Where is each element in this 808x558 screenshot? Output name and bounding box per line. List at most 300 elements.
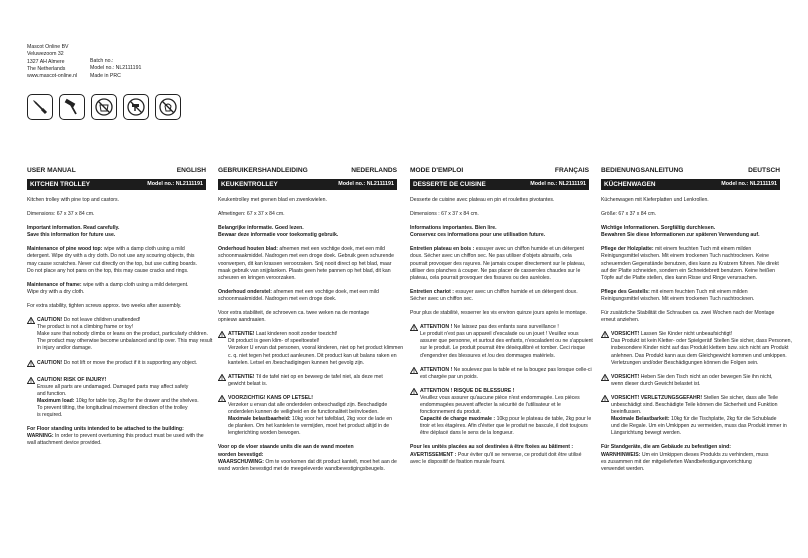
line-text: Für zusätzliche Stabilität die Schrauben ca. zwei Wochen nach der Montage xyxy=(601,310,775,317)
line-text: endommagées peuvent affecter la sécurité de l'utilisateur et le xyxy=(420,401,561,408)
paragraph-lines xyxy=(420,324,593,359)
line-text: in injury and/or damage. xyxy=(37,345,93,352)
paragraph xyxy=(218,211,397,218)
paragraph-lines xyxy=(601,444,780,472)
text-line xyxy=(601,452,780,459)
paragraph xyxy=(410,444,589,465)
line-text: beeinflussen. xyxy=(611,409,642,416)
line-text: c. q. niet tegen het product aanleunen. Dit product kan uit balans raken en xyxy=(228,352,397,359)
text-line xyxy=(218,310,397,317)
manual-body xyxy=(410,197,593,466)
warning-block xyxy=(410,324,593,359)
text-line xyxy=(420,324,593,331)
bold-text: Belangrijke informatie. Goed lezen. xyxy=(218,225,304,232)
text-line xyxy=(228,381,383,388)
paragraph-lines xyxy=(420,367,592,381)
text-line xyxy=(611,416,787,423)
paragraph-lines xyxy=(218,444,397,472)
line-text: 10kg voor het tafelblad, 2kg voor de lade en xyxy=(290,416,393,423)
line-text: sur le produit. Le produit pourrait être déséquilibré et tomber. Ceci risque xyxy=(420,345,586,352)
line-text: For extra stability, tighten screws approx. two weeks after assembly. xyxy=(27,302,182,309)
line-text: utiliser des planches à couper. Ne pas placer de casseroles chaudes sur le xyxy=(410,267,581,274)
line-text: To prevent tilting, the longitudinal movement direction of the trolley xyxy=(37,404,188,411)
text-line xyxy=(228,374,383,381)
warning-icon xyxy=(601,395,609,405)
bold-text: Entretien chariot : xyxy=(410,288,454,295)
text-line xyxy=(37,317,212,324)
text-line xyxy=(228,360,403,367)
warning-block xyxy=(601,374,780,388)
text-line xyxy=(37,324,212,331)
line-text: Om te voorkomen dat dit product kantelt, moet het aan de xyxy=(263,458,397,465)
line-text: essuyer avec un chiffon humide et un détergent doux. xyxy=(454,288,578,295)
bold-text: Bewaar deze informatie voor toekomstig gebruik. xyxy=(218,232,339,239)
text-line xyxy=(601,246,780,253)
line-text: Dit product is geen klim- of speeltoestel! xyxy=(228,338,320,345)
text-line xyxy=(228,395,392,402)
language-label: ENGLISH xyxy=(176,167,206,174)
text-line xyxy=(218,261,397,268)
model-number: Model no.: NL2111191 xyxy=(721,180,777,187)
text-line xyxy=(410,268,589,275)
text-line xyxy=(37,398,199,405)
text-line xyxy=(27,197,206,204)
text-line xyxy=(37,338,212,345)
line-text: Verzeker U ervan dat personen, vooral kinderen, niet op het product klimmen xyxy=(228,345,404,352)
batch-info xyxy=(90,58,141,80)
text-line xyxy=(611,423,787,430)
text-line xyxy=(37,377,199,384)
line-text: The product may otherwise become unbalanced and tip over. This may result xyxy=(37,338,213,345)
line-text: wand worden bevestigd met de meegeleverde wandbevestigingsbeugels. xyxy=(218,465,385,472)
text-line xyxy=(611,353,792,360)
line-text: Afmetingen: 67 x 37 x 84 cm. xyxy=(218,211,285,218)
product-bar xyxy=(601,179,780,190)
bold-text: ATTENTION ! xyxy=(420,366,453,373)
bold-text: ATTENTION ! RISQUE DE BLESSURE ! xyxy=(420,387,515,394)
paragraph xyxy=(601,197,780,204)
line-text: wall attachment device provided. xyxy=(27,440,102,447)
line-text: scheuren en kringen veroorzaken. xyxy=(218,274,296,281)
paragraph-lines xyxy=(27,303,206,310)
hammer-icon xyxy=(59,94,85,120)
warning-block xyxy=(218,395,397,438)
address-line: The Netherlands xyxy=(27,65,66,72)
text-line xyxy=(218,296,397,303)
line-text: Desserte de cuisine avec plateau en pin et roulettes pivotantes. xyxy=(410,197,555,203)
bold-text: CAUTION! RISK OF INJURY! xyxy=(37,376,107,383)
paragraph-lines xyxy=(410,444,589,465)
paragraph-lines xyxy=(27,197,206,204)
column-dutch xyxy=(218,167,404,480)
paragraph-lines xyxy=(410,246,589,281)
paragraph xyxy=(601,246,780,281)
line-text: Voor extra stabiliteit, de schroeven ca. twee weken na de montage xyxy=(218,310,370,317)
text-line xyxy=(611,430,787,437)
assembly-icons xyxy=(27,94,181,120)
text-line xyxy=(420,430,591,437)
paragraph-lines xyxy=(218,225,397,239)
bold-text: WARNING: xyxy=(27,433,54,440)
text-line xyxy=(27,440,206,447)
paragraph-lines xyxy=(218,310,397,324)
bold-text: worden bevestigd: xyxy=(218,451,264,458)
bold-text: Onderhoud houten blad: xyxy=(218,246,278,253)
batch-line: Model no.: NL2111191 xyxy=(90,65,142,72)
manual-body xyxy=(601,197,792,473)
text-line xyxy=(218,232,397,239)
warning-icon xyxy=(601,374,609,384)
line-text: Verletzungen und/oder Beschädigungen können die Folgen sein. xyxy=(611,359,759,366)
text-line xyxy=(611,402,787,409)
bold-text: Conservez ces informations pour une utilisation future. xyxy=(410,232,546,239)
text-line xyxy=(601,296,780,303)
warning-block xyxy=(27,360,206,370)
product-name: KEUKENTROLLEY xyxy=(221,180,278,188)
bold-text: VOORZICHTIG! KANS OP LETSEL! xyxy=(228,394,314,401)
line-text: avec le dispositif de fixation murale fourni. xyxy=(410,458,506,465)
paragraph xyxy=(27,197,206,204)
bold-text: Save this information for future use. xyxy=(27,232,116,239)
line-text: opnieuw aandraaien. xyxy=(218,317,266,324)
paragraph xyxy=(410,225,589,239)
text-line xyxy=(611,395,787,402)
line-text: Stellen Sie sicher, dass alle Teile xyxy=(702,394,779,401)
line-text: Ne laissez pas des enfants sans surveillance ! xyxy=(452,324,559,331)
text-line xyxy=(601,444,780,451)
text-line xyxy=(228,345,403,352)
warning-icon xyxy=(218,395,226,405)
text-line xyxy=(37,405,199,412)
line-text: est chargée par un poids. xyxy=(420,373,479,380)
model-number: Model no.: NL2111191 xyxy=(530,180,586,187)
paragraph-lines xyxy=(37,360,197,367)
text-line xyxy=(410,275,589,282)
line-text: onderdelen kunnen de veiligheid en de functionaliteit beïnvloeden. xyxy=(228,409,379,416)
line-text: Küchenwagen mit Kieferplatten und Lenkrollen. xyxy=(601,197,709,203)
paragraph-lines xyxy=(228,331,403,366)
text-line xyxy=(37,412,199,419)
product-name: KITCHEN TROLLEY xyxy=(30,180,90,188)
text-line xyxy=(601,261,780,268)
line-text: and function. xyxy=(37,390,67,397)
line-text: Das Produkt ist kein Kletter- oder Spielgerät! Stellen Sie sicher, dass Personen, xyxy=(611,338,792,345)
paragraph xyxy=(218,289,397,303)
paragraph-lines xyxy=(218,246,397,281)
column-english xyxy=(27,167,213,454)
warning-icon xyxy=(410,388,418,398)
text-line xyxy=(420,423,591,430)
bold-text: Entretien plateau en bois : xyxy=(410,246,475,253)
text-line xyxy=(420,345,593,352)
line-text: Dimensions : 67 x 37 x 84 cm. xyxy=(410,211,479,218)
warning-block xyxy=(410,366,592,381)
text-line xyxy=(410,197,589,204)
text-line xyxy=(228,331,403,338)
manual-title: GEBRUIKERSHANDLEIDING xyxy=(218,167,308,174)
text-line xyxy=(37,384,199,391)
line-text: wenn dieser durch Gewicht belastet ist. xyxy=(611,380,701,387)
bold-text: CAUTION! xyxy=(37,317,63,324)
line-text: Veuillez vous assurer qu'aucune pièce n'est endommagée. Les pièces xyxy=(420,394,580,401)
address-line: Mascot Online BV xyxy=(27,44,69,50)
column-french xyxy=(410,167,593,473)
warning-icon xyxy=(218,374,226,384)
text-line xyxy=(218,317,397,324)
bold-text: ATTENTIE! xyxy=(228,331,255,338)
line-text: 10kg pour le plateau de table, 2kg pour le xyxy=(495,416,592,423)
line-text: essuyer avec un chiffon humide et un détergent xyxy=(474,246,584,253)
language-label: NEDERLANDS xyxy=(351,167,397,174)
line-text: Töpfe auf die Platte stellen, dies kann Risse und Ringe verursachen. xyxy=(601,274,758,281)
address-line: 1327 AH Almere xyxy=(27,58,65,65)
line-text: Keukentrolley met grenen blad en zwenkwielen. xyxy=(218,197,327,203)
paragraph-lines xyxy=(37,377,199,420)
paragraph xyxy=(410,310,589,317)
paragraph xyxy=(601,211,780,218)
text-line xyxy=(611,360,792,367)
text-line xyxy=(420,395,591,402)
text-line xyxy=(37,331,212,338)
line-text: detergent. Wipe dry with a dry cloth. Do not use any scouring objects, this xyxy=(27,253,195,260)
line-text: may cause scratches. Never cut directly on the top, but use cutting boards. xyxy=(27,260,198,267)
text-line xyxy=(27,246,206,253)
line-text: Längsrichtung bewegt werden. xyxy=(611,430,682,437)
warning-icon xyxy=(410,367,418,377)
paragraph-lines xyxy=(27,211,206,218)
text-line xyxy=(601,253,780,260)
text-line xyxy=(420,388,591,395)
text-line xyxy=(420,374,592,381)
manual-header xyxy=(27,167,206,175)
text-line xyxy=(601,211,780,218)
text-line xyxy=(420,367,592,374)
line-text: Pour éviter qu'il se renverse, ce produit doit être utilisé xyxy=(456,451,582,458)
paragraph-lines xyxy=(410,197,589,204)
bold-text: Capacité de charge maximale : xyxy=(420,416,496,423)
text-line xyxy=(611,374,772,381)
paragraph-lines xyxy=(27,282,206,296)
bold-text: Onderhoud onderstel: xyxy=(218,288,272,295)
line-text: d'engendrer des blessures et /ou des dommages matériels. xyxy=(420,352,555,359)
bold-text: ATTENTIE! xyxy=(228,373,255,380)
warning-block xyxy=(601,394,787,438)
paragraph-lines xyxy=(410,310,589,317)
text-line xyxy=(37,360,197,367)
address-line: www.mascot-online.nl xyxy=(27,73,78,80)
text-line xyxy=(601,289,780,296)
line-text: Dimensions: 67 x 37 x 84 cm. xyxy=(27,211,95,218)
manual-body xyxy=(27,197,213,447)
line-text: maak gebruik van snijplanken. Plaats geen hete pannen op het blad, dit kan xyxy=(218,267,391,274)
line-text: afnemen met een vochtige doek, met een mild xyxy=(271,288,379,295)
text-line xyxy=(218,275,397,282)
line-text: wipe with a damp cloth using a mild xyxy=(102,246,185,253)
text-line xyxy=(611,345,792,352)
warning-block xyxy=(218,374,397,388)
paragraph-lines xyxy=(27,426,206,447)
bold-text: VORSICHT! xyxy=(611,331,640,338)
model-number: Model no.: NL2111191 xyxy=(147,180,203,187)
line-text: voorwerpen, dit kan krassen veroorzaken. Snij nooit direct op het blad, maar xyxy=(218,260,392,267)
text-line xyxy=(410,310,589,317)
text-line xyxy=(27,303,206,310)
manual-title: USER MANUAL xyxy=(27,167,76,174)
text-line xyxy=(27,253,206,260)
text-line xyxy=(218,289,397,296)
product-name: DESSERTE DE CUISINE xyxy=(413,180,486,188)
text-line xyxy=(611,338,792,345)
line-text: Do not lift or move the product if it is supporting any object. xyxy=(62,359,198,366)
text-line xyxy=(420,416,591,423)
line-text: mit einem feuchten Tuch mit einem milden xyxy=(653,246,752,253)
text-line xyxy=(601,232,780,239)
text-line xyxy=(218,459,397,466)
line-text: Lassen Sie Kinder nicht unbeaufsichtigt! xyxy=(639,331,733,338)
line-text: Do not place any hot pans on the top, this may cause cracks and rings. xyxy=(27,267,189,274)
paragraph xyxy=(218,197,397,204)
line-text: Um ein Umkippen dieses Produkts zu verhindern, muss xyxy=(640,451,769,458)
product-bar xyxy=(218,179,397,190)
language-label: DEUTSCH xyxy=(748,167,780,174)
bold-text: Voor op de vloer staande units die aan de wand moeten xyxy=(218,444,354,451)
line-text: Größe: 67 x 37 x 84 cm. xyxy=(601,211,657,218)
bold-text: CAUTION! xyxy=(37,359,63,366)
text-line xyxy=(27,289,206,296)
no-wet-cloth-icon xyxy=(91,94,117,120)
text-line xyxy=(228,409,392,416)
text-line xyxy=(410,459,589,466)
line-text: assurer que personne, et surtout des enfants, n'escaladent ou ne s'appuient xyxy=(420,338,593,345)
line-text: Le produit n'est pas un appareil d'escalade ou un jouet ! Veuillez vous xyxy=(420,331,579,338)
text-line xyxy=(218,197,397,204)
line-text: erneut anziehen. xyxy=(601,317,640,324)
line-text: scheuernden Gegenstände benutzen, dies kann zu Kratzern führen. Nie direkt xyxy=(601,260,779,267)
paragraph xyxy=(601,225,780,239)
bold-text: AVERTISSEMENT : xyxy=(410,451,457,458)
text-line xyxy=(218,466,397,473)
address-line: Veluwezoom 32 xyxy=(27,51,64,58)
line-text: In order to prevent overturning this product must be used with the xyxy=(53,433,204,440)
text-line xyxy=(228,430,392,437)
line-text: und die Regale. Um ein Umkippen zu vermeiden, muss das Produkt immer in xyxy=(611,423,787,430)
text-line xyxy=(218,225,397,232)
text-line xyxy=(228,402,392,409)
bold-text: VORSICHT! VERLETZUNGSGEFAHR! xyxy=(611,394,703,401)
line-text: 10kg for table top, 2kg for the drawer and the shelves. xyxy=(74,397,199,404)
paragraph-lines xyxy=(601,197,780,204)
text-line xyxy=(218,268,397,275)
line-text: auf der Platte schneiden, sondern ein Schneidebrett benutzen. Keine heißen xyxy=(601,267,776,274)
line-text: kantelen. Letsel en /beschadigingen kunnen het gevolg zijn. xyxy=(228,359,365,366)
line-text: Wipe dry with a dry cloth. xyxy=(27,288,85,295)
bold-text: ATTENTION ! xyxy=(420,324,453,331)
line-text: anlehnen. Das Produkt kann aus dem Gleichgewicht kommen und umkippen. xyxy=(611,352,787,359)
line-text: Ne soulevez pas la table et ne la bougez pas lorsque celle-ci xyxy=(452,366,592,373)
line-text: 10kg für die Tischplatte, 2kg für die Schublade xyxy=(669,416,777,423)
line-text: The product is not a climbing frame or toy! xyxy=(37,324,134,331)
warning-icon xyxy=(410,324,418,334)
paragraph-lines xyxy=(37,317,212,352)
paragraph-lines xyxy=(601,225,780,239)
paragraph xyxy=(601,310,780,324)
warning-block xyxy=(27,377,206,420)
warning-icon xyxy=(601,331,609,341)
line-text: es zusammen mit der mitgelieferten Wandbefestigungsvorrichtung xyxy=(601,458,752,465)
line-text: schoonmaakmiddel. Nadrogen met een droge doek. xyxy=(218,295,337,302)
line-text: is required. xyxy=(37,412,63,419)
text-line xyxy=(27,282,206,289)
bold-text: WARNHINWEIS: xyxy=(601,451,641,458)
paragraph xyxy=(27,211,206,218)
paragraph-lines xyxy=(611,374,772,388)
no-drill-icon xyxy=(123,94,149,120)
line-text: unbeschädigt sind. Beschädigte Teile können die Sicherheit und Funktion xyxy=(611,401,778,408)
text-line xyxy=(611,331,792,338)
line-text: Make sure that nobody climbs or leans on the product, particularly children. xyxy=(37,331,208,338)
bold-text: Wichtige Informationen. Sorgfältig durchlesen. xyxy=(601,225,716,232)
manual-header xyxy=(601,167,780,175)
text-line xyxy=(410,225,589,232)
text-line xyxy=(27,232,206,239)
paragraph-lines xyxy=(611,395,787,438)
text-line xyxy=(601,459,780,466)
text-line xyxy=(27,225,206,232)
paragraph xyxy=(27,282,206,296)
warning-icon xyxy=(27,377,35,387)
paragraph xyxy=(27,246,206,274)
line-text: Pour plus de stabilité, resserrer les vis environ quinze jours après le montage. xyxy=(410,310,587,317)
text-line xyxy=(410,253,589,260)
line-text: Til de tafel niet op en beweeg de tafel niet, als deze met xyxy=(254,373,383,380)
text-line xyxy=(228,416,392,423)
text-line xyxy=(27,426,206,433)
paragraph xyxy=(27,303,206,310)
paragraph-lines xyxy=(410,211,589,218)
text-line xyxy=(228,338,403,345)
paragraph-lines xyxy=(601,211,780,218)
line-text: Verzeker u ervan dat alle onderdelen onbeschadigd zijn. Beschadigde xyxy=(228,401,388,408)
line-text: être déplacé dans le sens de la longueur. xyxy=(420,430,514,437)
text-line xyxy=(27,211,206,218)
text-line xyxy=(601,466,780,473)
text-line xyxy=(410,444,589,451)
line-text: Sécher avec un chiffon sec. xyxy=(410,295,474,302)
text-line xyxy=(218,253,397,260)
text-line xyxy=(410,289,589,296)
company-address xyxy=(27,44,77,80)
paragraph xyxy=(410,289,589,303)
text-line xyxy=(27,433,206,440)
bold-text: Bewahren Sie diese Informationen zur späteren Verwendung auf. xyxy=(601,232,760,239)
line-text: de planken. Om het kantelen te vermijden, moet het product altijd in de xyxy=(228,423,390,430)
product-name: KÜCHENWAGEN xyxy=(604,180,656,188)
paragraph-lines xyxy=(410,289,589,303)
line-text: gewicht belast is. xyxy=(228,380,268,387)
text-line xyxy=(410,232,589,239)
warning-icon xyxy=(218,331,226,341)
text-line xyxy=(420,338,593,345)
text-line xyxy=(27,261,206,268)
text-line xyxy=(228,423,392,430)
text-line xyxy=(27,268,206,275)
line-text: Reinigungsmittel wischen. Mit einem trockenen Tuch nachtrocknen. xyxy=(601,295,755,302)
text-line xyxy=(410,261,589,268)
warning-block xyxy=(218,331,404,366)
language-label: FRANÇAIS xyxy=(554,167,589,174)
bold-text: Informations importantes. Bien lire. xyxy=(410,225,497,232)
no-solvent-icon xyxy=(155,94,181,120)
